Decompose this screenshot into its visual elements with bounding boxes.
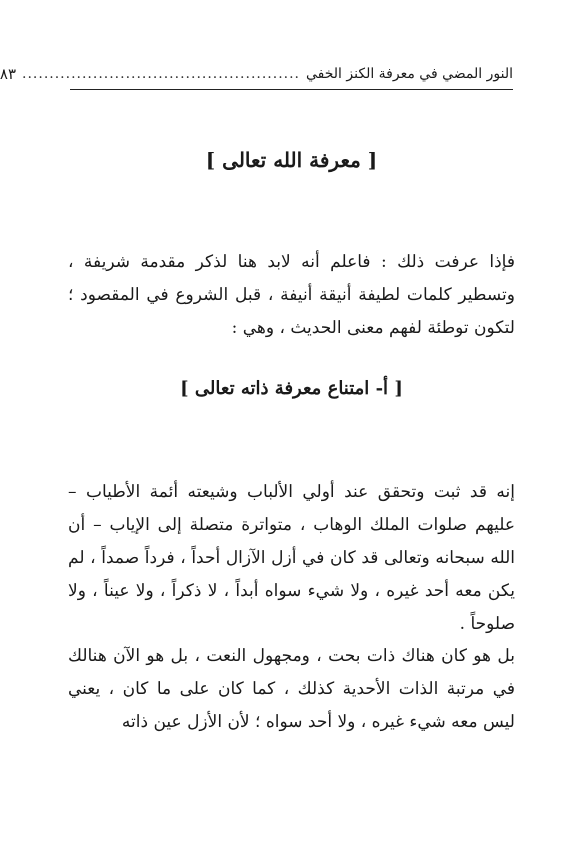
header-title: النور المضي في معرفة الكنز الخفي (306, 66, 513, 82)
header-rule (70, 89, 513, 90)
paragraph-body-1: إنه قد ثبت وتحقق عند أولي الألباب وشيعته أئمة الأطياب – عليهم صلوات الملك الوهاب ، متواترة متصلة إلى الإياب – أن الله سبحانه وتعالى قد كان في أزل الآزال أحداً ، فرداً صمداً ، لم يكن معه أحد غيره ، ولا شيء سواه أبداً ، لا ذكراً ، ولا عيناً ، ولا صلوحاً . (68, 482, 515, 634)
header-leader-dots: ................................................... (22, 66, 300, 82)
section-heading: [ معرفة الله تعالى ] (205, 148, 378, 172)
paragraph-body-2: بل هو كان هناك ذات بحت ، ومجهول النعت ، بل هو الآن هنالك في مرتبة الذات الأحدية كذلك ، كما كان على ما كان ، يعني ليس معه شيء غيره ، ولا أحد سواه ؛ لأن الأزل عين ذاته (68, 646, 515, 732)
subsection-heading: [ أ- امتناع معرفة ذاته تعالى ] (180, 378, 403, 399)
running-header (0, 62, 513, 86)
paragraph-intro: فإذا عرفت ذلك : فاعلم أنه لابد هنا لذكر مقدمة شريفة ، وتسطير كلمات لطيفة أنيقة أنيفة ، قبل الشروع في المقصود ؛ لتكون توطئة لفهم معنى الحديث ، وهي : (68, 252, 515, 338)
page-number: ٨٣ (0, 65, 17, 83)
